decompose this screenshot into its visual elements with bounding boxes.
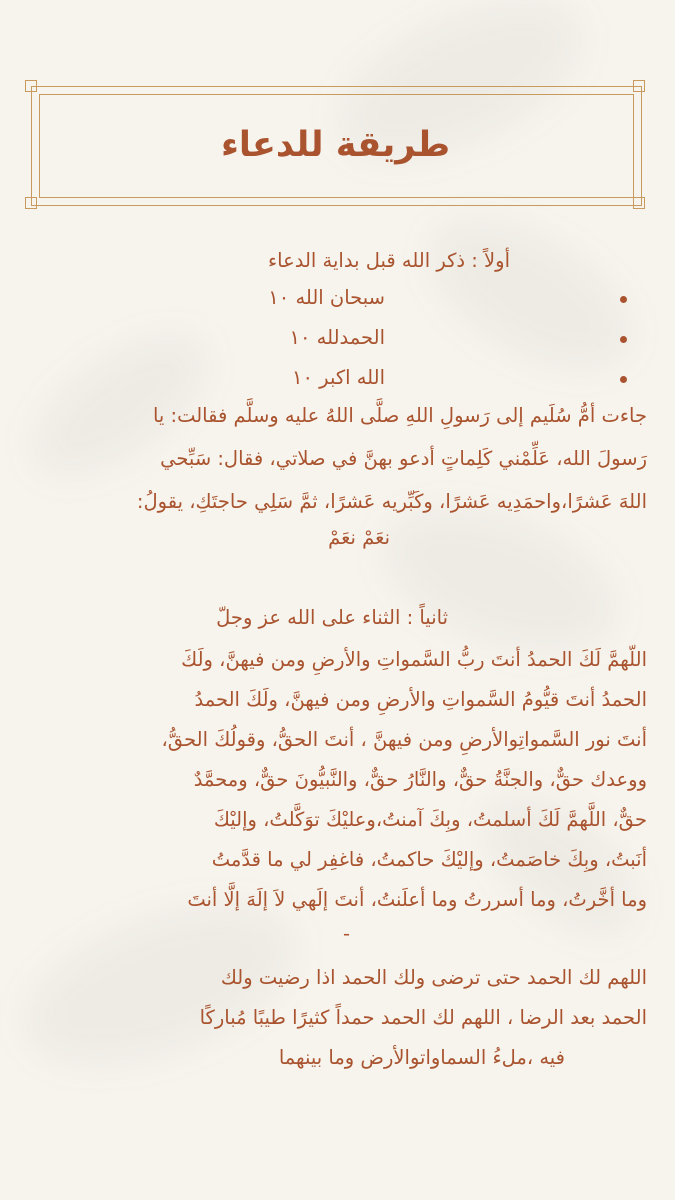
dua-line: اللهم لك الحمد حتى ترضى ولك الحمد اذا رضيت ولك: [220, 966, 647, 989]
dua-line: اللّهمَّ لَكَ الحمدُ أنتَ ربُّ السَّمواتِ والأرضِ ومن فيهنَّ، ولَكَ: [181, 648, 647, 671]
hadith-line: جاءت أمُّ سُلَيم إلى رَسولِ اللهِ صلَّى اللهُ عليه وسلَّم فقالت: يا: [152, 404, 647, 427]
hadith-line: اللهَ عَشرًا،واحمَدِيه عَشرًا، وكَبِّريه عَشرًا، ثمَّ سَلِي حاجتَكِ، يقولُ:: [136, 490, 647, 513]
dua-line: وما أخَّرتُ، وما أسررتُ وما أعلَنتُ، أنتَ إلَهي لاَ إلَهَ إلَّا أنتَ: [187, 888, 647, 911]
hadith-line: نعَمْ نعَمْ: [328, 526, 390, 549]
frame-corner-ornament: [633, 80, 645, 92]
bullet-icon: [620, 296, 627, 303]
dua-line: أنتَ نور السَّمواتِوالأرضِ ومن فيهنَّ ، أنتَ الحقُّ، وقولُكَ الحقُّ،: [161, 728, 647, 751]
page-title: طريقة للدعاء: [220, 125, 451, 165]
leaf-shadow: [407, 192, 653, 397]
dua-line: الحمد بعد الرضا ، اللهم لك الحمد حمداً كثيرًا طيبًا مُباركًا: [199, 1006, 647, 1029]
bullet-icon: [620, 336, 627, 343]
frame-corner-ornament: [25, 197, 37, 209]
frame-corner-ornament: [25, 80, 37, 92]
hadith-line: رَسولَ الله، عَلِّمْني كَلِماتٍ أدعو بهنَّ في صلاتي، فقال: سَبِّحي: [160, 447, 647, 470]
dua-line: الحمدُ أنتَ قيُّومُ السَّمواتِ والأرضِ ومن فيهنَّ، ولَكَ الحمدُ: [194, 688, 647, 711]
frame-corner-ornament: [633, 197, 645, 209]
list-item: سبحان الله ١٠: [268, 286, 385, 309]
dua-line: فيه ،ملءُ السماواتوالأرض وما بينهما: [278, 1046, 565, 1069]
section-heading: أولاً : ذكر الله قبل بداية الدعاء: [268, 249, 510, 272]
bullet-icon: [620, 376, 627, 383]
list-item: الله اكبر ١٠: [292, 366, 385, 389]
separator-dash: -: [342, 922, 350, 945]
list-item: الحمدلله ١٠: [289, 326, 385, 349]
dua-line: حقٌّ، اللَّهمَّ لَكَ أسلمتُ، وبِكَ آمنتُ،وعليْكَ توَكَّلتُ، وإليْكَ: [213, 808, 647, 831]
dua-line: أنَبتُ، وبِكَ خاصَمتُ، وإليْكَ حاكمتُ، فاغفِر لي ما قدَّمتُ: [211, 848, 647, 871]
dua-line: ووعدك حقٌّ، والجنَّةُ حقٌّ، والنَّارُ حقٌّ، والنَّبيُّونَ حقٌّ، ومحمَّدٌ: [193, 768, 647, 791]
section-heading: ثانياً : الثناء على الله عز وجلّ: [216, 606, 448, 629]
